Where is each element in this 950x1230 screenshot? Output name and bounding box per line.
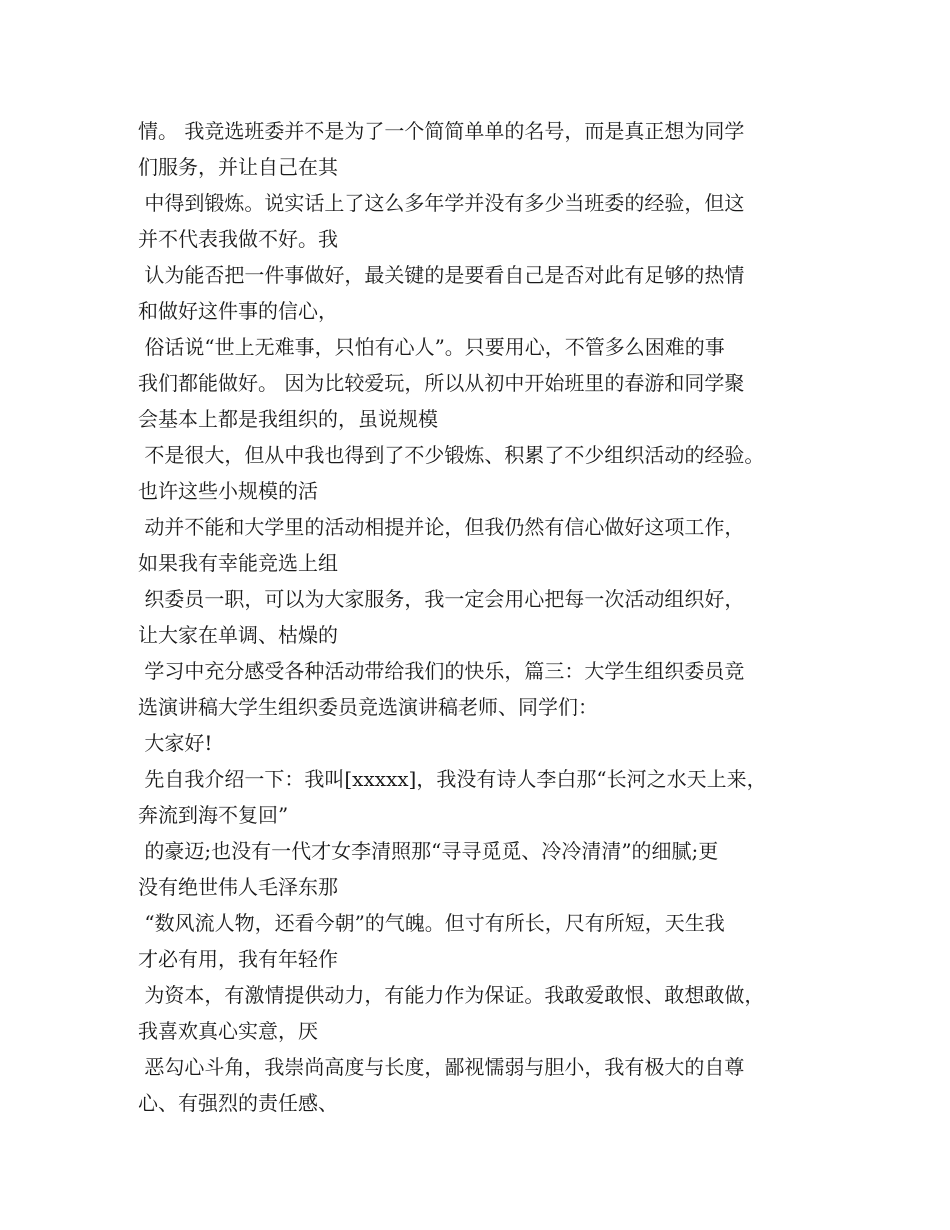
text-line-4: 并不代表我做不好。我	[138, 227, 338, 251]
text-line-1: 情。 我竞选班委并不是为了一个简简单单的名号，而是真正想为同学	[138, 119, 745, 143]
text-line-2: 们服务，并让自己在其	[138, 155, 338, 179]
text-line-26: 我喜欢真心实意，厌	[138, 1019, 318, 1043]
text-line-7: 俗话说“世上无难事，只怕有心人”。只要用心，不管多么困难的事	[138, 335, 725, 359]
text-line-22: 没有绝世伟人毛泽东那	[138, 875, 338, 899]
document-body	[138, 113, 828, 1121]
text-line-10: 不是很大，但从中我也得到了不少锻炼、积累了不少组织活动的经验。	[138, 443, 765, 467]
text-line-3: 中得到锻炼。说实话上了这么多年学并没有多少当班委的经验，但这	[138, 191, 745, 215]
text-line-9: 会基本上都是我组织的，虽说规模	[138, 407, 438, 431]
text-line-12: 动并不能和大学里的活动相提并论，但我仍然有信心做好这项工作，	[138, 515, 745, 539]
text-line-25: 为资本，有激情提供动力，有能力作为保证。我敢爱敢恨、敢想敢做，	[138, 983, 765, 1007]
text-line-23: “数风流人物，还看今朝”的气魄。但寸有所长，尺有所短，天生我	[138, 911, 725, 935]
text-line-27: 恶勾心斗角，我崇尚高度与长度，鄙视懦弱与胆小，我有极大的自尊	[138, 1055, 745, 1079]
text-line-19: 先自我介绍一下：我叫[xxxxx]，我没有诗人李白那“长河之水天上来，	[138, 767, 767, 791]
text-line-16: 学习中充分感受各种活动带给我们的快乐，篇三：大学生组织委员竞	[138, 659, 745, 683]
text-line-28: 心、有强烈的责任感、	[138, 1091, 338, 1115]
text-line-24: 才必有用，我有年轻作	[138, 947, 338, 971]
text-line-17: 选演讲稿大学生组织委员竞选演讲稿老师、同学们：	[138, 695, 598, 719]
text-line-8: 我们都能做好。 因为比较爱玩，所以从初中开始班里的春游和同学聚	[138, 371, 745, 395]
text-line-5: 认为能否把一件事做好，最关键的是要看自己是否对此有足够的热情	[138, 263, 745, 287]
text-line-21: 的豪迈;也没有一代才女李清照那“寻寻觅觅、冷冷清清”的细腻;更	[138, 839, 719, 863]
text-line-13: 如果我有幸能竞选上组	[138, 551, 338, 575]
text-line-15: 让大家在单调、枯燥的	[138, 623, 338, 647]
text-line-11: 也许这些小规模的活	[138, 479, 318, 503]
text-line-6: 和做好这件事的信心，	[138, 299, 338, 323]
text-line-20: 奔流到海不复回”	[138, 803, 289, 827]
text-line-14: 织委员一职，可以为大家服务，我一定会用心把每一次活动组织好，	[138, 587, 745, 611]
text-line-18: 大家好!	[138, 731, 213, 755]
